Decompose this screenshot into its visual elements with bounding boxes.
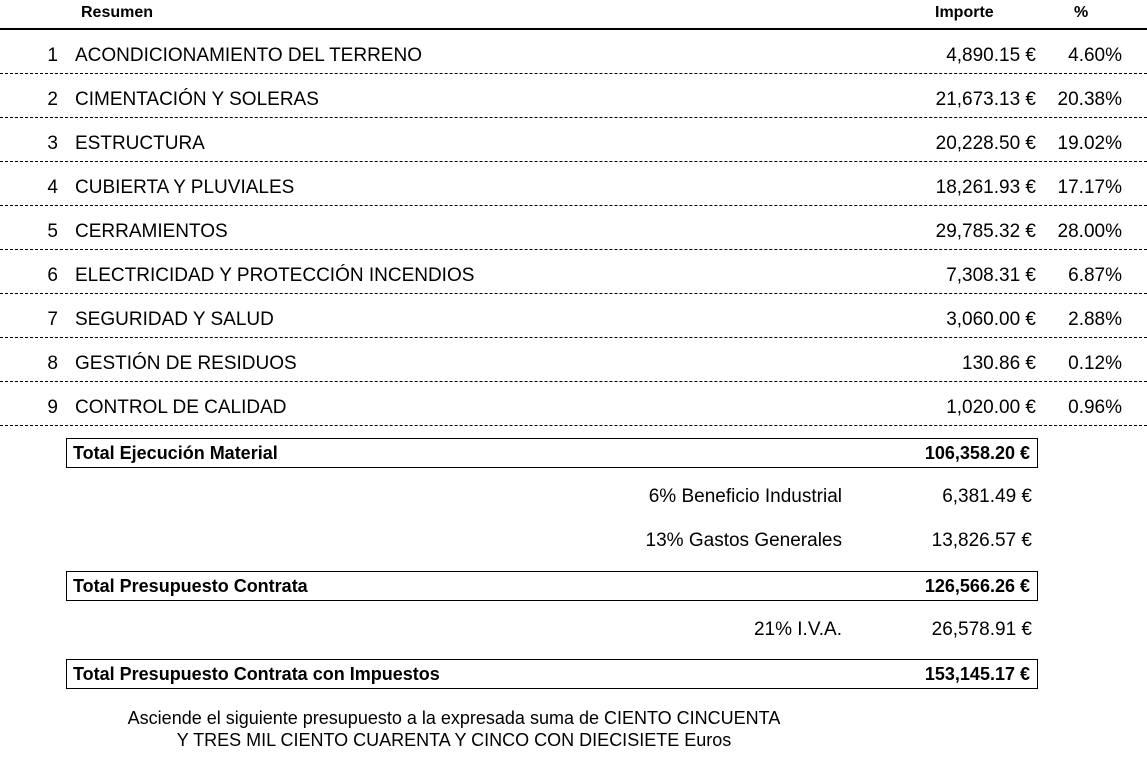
total-label: Total Presupuesto Contrata con Impuestos xyxy=(73,664,440,684)
row-number: 4 xyxy=(47,177,58,198)
row-percent: 19.02% xyxy=(1057,133,1122,154)
total-con-impuestos xyxy=(66,659,1038,689)
budget-row xyxy=(0,338,1147,382)
row-amount: 21,673.13 € xyxy=(935,89,1036,110)
row-name: ACONDICIONAMIENTO DEL TERRENO xyxy=(75,45,422,66)
gastos-value: 13,826.57 € xyxy=(931,530,1032,551)
row-percent: 28.00% xyxy=(1057,221,1122,242)
row-amount: 18,261.93 € xyxy=(935,177,1036,198)
row-amount: 1,020.00 € xyxy=(946,397,1036,418)
row-percent: 0.12% xyxy=(1068,353,1122,374)
row-number: 3 xyxy=(47,133,58,154)
total-ejecucion-material xyxy=(66,438,1038,468)
budget-row xyxy=(0,206,1147,250)
iva-label: 21% I.V.A. xyxy=(753,619,842,640)
budget-row xyxy=(0,30,1147,74)
row-name: CONTROL DE CALIDAD xyxy=(75,397,287,418)
total-value: 153,145.17 € xyxy=(924,664,1030,684)
row-name: GESTIÓN DE RESIDUOS xyxy=(75,353,297,374)
header-percent: % xyxy=(1074,4,1089,21)
row-number: 6 xyxy=(47,265,58,286)
iva-value: 26,578.91 € xyxy=(931,619,1032,640)
total-label: Total Ejecución Material xyxy=(73,443,278,463)
budget-row xyxy=(0,74,1147,118)
row-name: SEGURIDAD Y SALUD xyxy=(75,309,274,330)
row-number: 8 xyxy=(47,353,58,374)
beneficio-label: 6% Beneficio Industrial xyxy=(648,486,842,507)
amount-in-words-line-2: Y TRES MIL CIENTO CUARENTA Y CINCO CON DIECISIETE Euros xyxy=(176,730,732,750)
row-percent: 4.60% xyxy=(1068,45,1122,66)
total-label: Total Presupuesto Contrata xyxy=(73,576,308,596)
row-amount: 3,060.00 € xyxy=(946,309,1036,330)
row-amount: 7,308.31 € xyxy=(946,265,1036,286)
row-number: 2 xyxy=(47,89,58,110)
row-name: CUBIERTA Y PLUVIALES xyxy=(75,177,295,198)
total-value: 126,566.26 € xyxy=(924,576,1030,596)
budget-row xyxy=(0,294,1147,338)
row-percent: 2.88% xyxy=(1068,309,1122,330)
total-value: 106,358.20 € xyxy=(924,443,1030,463)
row-name: ELECTRICIDAD Y PROTECCIÓN INCENDIOS xyxy=(75,265,475,286)
header-resumen: Resumen xyxy=(81,4,154,21)
amount-in-words xyxy=(84,707,824,751)
row-name: CERRAMIENTOS xyxy=(75,221,228,242)
gastos-label: 13% Gastos Generales xyxy=(645,530,842,551)
row-percent: 0.96% xyxy=(1068,397,1122,418)
row-divider xyxy=(0,425,1147,426)
budget-row xyxy=(0,250,1147,294)
header-importe: Importe xyxy=(935,4,994,21)
row-number: 9 xyxy=(47,397,58,418)
row-percent: 17.17% xyxy=(1057,177,1122,198)
amount-in-words-line-1: Asciende el siguiente presupuesto a la expresada suma de CIENTO CINCUENTA xyxy=(127,708,781,728)
row-percent: 6.87% xyxy=(1068,265,1122,286)
row-amount: 130.86 € xyxy=(962,353,1036,374)
budget-row xyxy=(0,382,1147,426)
row-number: 7 xyxy=(47,309,58,330)
row-name: ESTRUCTURA xyxy=(75,133,205,154)
row-name: CIMENTACIÓN Y SOLERAS xyxy=(75,89,319,110)
row-number: 1 xyxy=(47,45,58,66)
row-number: 5 xyxy=(47,221,58,242)
beneficio-value: 6,381.49 € xyxy=(942,486,1032,507)
budget-row xyxy=(0,118,1147,162)
total-presupuesto-contrata xyxy=(66,571,1038,601)
row-percent: 20.38% xyxy=(1057,89,1122,110)
row-amount: 20,228.50 € xyxy=(935,133,1036,154)
row-amount: 4,890.15 € xyxy=(946,45,1036,66)
row-amount: 29,785.32 € xyxy=(935,221,1036,242)
budget-row xyxy=(0,162,1147,206)
